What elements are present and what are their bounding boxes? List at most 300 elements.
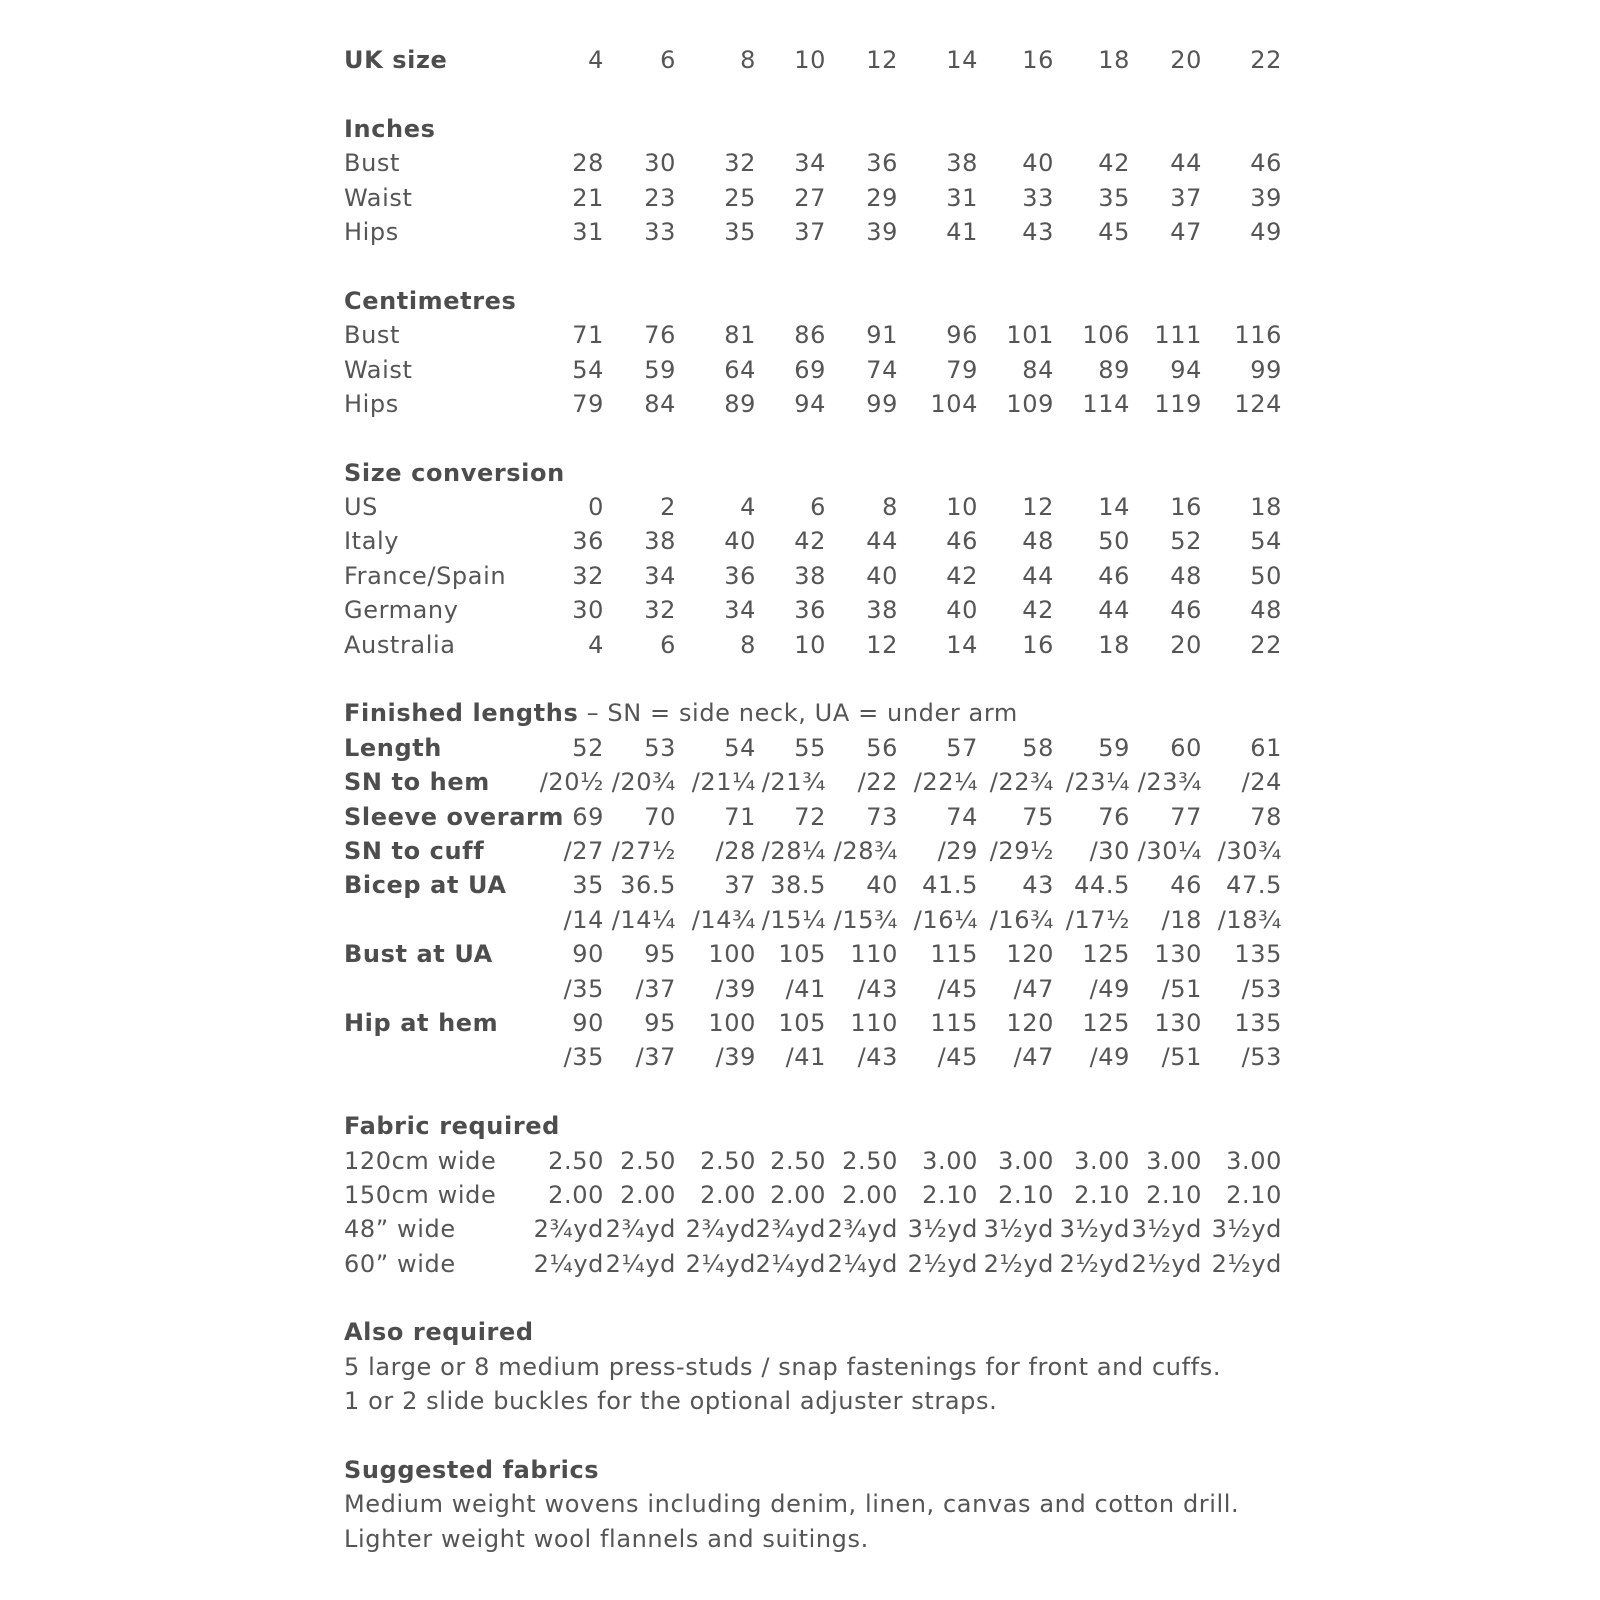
cell: 38 [946, 149, 978, 178]
row-label: Hips [344, 389, 399, 418]
section-heading-fabric-required [344, 1109, 1284, 1143]
table-row [344, 731, 1284, 765]
row-label: 60” wide [344, 1249, 456, 1278]
cell: 6 [660, 630, 676, 659]
cell: 44 [1098, 596, 1130, 625]
cell: 30 [572, 596, 604, 625]
cell: 39 [1250, 183, 1282, 212]
cell: 84 [644, 389, 676, 418]
cell: 46 [946, 527, 978, 556]
cell: /28¼ [761, 836, 826, 865]
cell: 120 [1006, 940, 1054, 969]
table-row [344, 834, 1284, 868]
cell: 115 [930, 1008, 978, 1037]
cell: /29 [937, 836, 978, 865]
cell: 109 [1006, 389, 1054, 418]
cell: 54 [724, 733, 756, 762]
cell: 22 [1250, 630, 1282, 659]
cell: /47 [1013, 1043, 1054, 1072]
cell: 114 [1082, 389, 1130, 418]
cell: 35 [572, 871, 604, 900]
cell: /47 [1013, 974, 1054, 1003]
cell: /14¾ [691, 905, 756, 934]
cell: 3½yd [1059, 1215, 1130, 1244]
cell: 99 [866, 389, 898, 418]
cell: 2.50 [842, 1146, 898, 1175]
also-required-line: 1 or 2 slide buckles for the optional adjuster straps. [344, 1387, 998, 1416]
cell: 33 [644, 217, 676, 246]
table-row [344, 146, 1284, 180]
cell: /30¼ [1137, 836, 1202, 865]
cell: /30 [1089, 836, 1130, 865]
cell: 36 [866, 149, 898, 178]
table-row [344, 1040, 1284, 1074]
cell: 43 [1022, 217, 1054, 246]
cell: 2.50 [620, 1146, 676, 1175]
table-row [344, 490, 1284, 524]
cell: 75 [1022, 802, 1054, 831]
uk-size-value: 4 [588, 46, 604, 74]
cell: 36 [724, 561, 756, 590]
table-row [344, 1212, 1284, 1246]
cell: 61 [1250, 733, 1282, 762]
cell: 48 [1022, 527, 1054, 556]
row-label: Length [344, 733, 442, 762]
cell: 2¾yd [755, 1215, 826, 1244]
cell: 2.10 [1146, 1180, 1202, 1209]
cell: 38 [866, 596, 898, 625]
cell: /43 [857, 1043, 898, 1072]
cell: /27 [563, 836, 604, 865]
uk-size-value: 18 [1098, 46, 1130, 74]
cell: 3½yd [983, 1215, 1054, 1244]
cell: 69 [572, 802, 604, 831]
cell: 57 [946, 733, 978, 762]
cell: 74 [946, 802, 978, 831]
row-label: 48” wide [344, 1215, 456, 1244]
cell: 124 [1234, 389, 1282, 418]
cell: 32 [724, 149, 756, 178]
uk-size-value: 20 [1170, 46, 1202, 74]
cell: 37 [1170, 183, 1202, 212]
cell: 89 [1098, 355, 1130, 384]
cell: 104 [930, 389, 978, 418]
uk-size-value: 22 [1250, 46, 1282, 74]
cell: 42 [1022, 596, 1054, 625]
cell: 86 [794, 321, 826, 350]
cell: 115 [930, 940, 978, 969]
cell: 2¾yd [685, 1215, 756, 1244]
cell: /29½ [989, 836, 1054, 865]
centimetres-heading: Centimetres [344, 286, 517, 315]
cell: 2¾yd [605, 1215, 676, 1244]
cell: /24 [1241, 768, 1282, 797]
cell: 77 [1170, 802, 1202, 831]
size-conversion-heading: Size conversion [344, 458, 565, 487]
cell: 91 [866, 321, 898, 350]
cell: 46 [1250, 149, 1282, 178]
cell: 79 [572, 389, 604, 418]
row-label: 120cm wide [344, 1146, 497, 1175]
cell: 110 [850, 1008, 898, 1037]
table-row [344, 1247, 1284, 1281]
cell: /20½ [539, 768, 604, 797]
cell: 2.00 [770, 1180, 826, 1209]
cell: 34 [794, 149, 826, 178]
cell: /21¾ [761, 768, 826, 797]
cell: 71 [724, 802, 756, 831]
cell: /49 [1089, 974, 1130, 1003]
cell: 52 [1170, 527, 1202, 556]
cell: 3½yd [907, 1215, 978, 1244]
table-row [344, 593, 1284, 627]
cell: 2½yd [983, 1249, 1054, 1278]
cell: /16¾ [989, 905, 1054, 934]
cell: 59 [1098, 733, 1130, 762]
cell: /51 [1161, 974, 1202, 1003]
cell: 21 [572, 183, 604, 212]
cell: 76 [1098, 802, 1130, 831]
cell: 35 [724, 217, 756, 246]
table-row [344, 765, 1284, 799]
cell: /14¼ [611, 905, 676, 934]
cell: /49 [1089, 1043, 1130, 1072]
cell: 2.10 [922, 1180, 978, 1209]
table-row [344, 868, 1284, 902]
cell: 29 [866, 183, 898, 212]
cell: 60 [1170, 733, 1202, 762]
cell: 2¼yd [827, 1249, 898, 1278]
cell: 42 [1098, 149, 1130, 178]
suggested-fabrics-heading: Suggested fabrics [344, 1456, 600, 1485]
cell: 90 [572, 1008, 604, 1037]
table-row [344, 937, 1284, 971]
cell: /37 [635, 974, 676, 1003]
cell: 16 [1170, 493, 1202, 522]
cell: 105 [778, 1008, 826, 1037]
cell: 2¾yd [827, 1215, 898, 1244]
cell: 42 [946, 561, 978, 590]
cell: 25 [724, 183, 756, 212]
cell: 31 [572, 217, 604, 246]
cell: 48 [1250, 596, 1282, 625]
table-row [344, 215, 1284, 249]
section-heading-centimetres [344, 284, 1284, 318]
finished-lengths-heading [344, 696, 1018, 730]
row-label: Italy [344, 527, 400, 556]
cell: 2.00 [700, 1180, 756, 1209]
cell: 135 [1234, 940, 1282, 969]
cell: 34 [644, 561, 676, 590]
cell: 41 [946, 217, 978, 246]
cell: 44 [866, 527, 898, 556]
cell: 81 [724, 321, 756, 350]
cell: /16¼ [913, 905, 978, 934]
cell: 38.5 [770, 871, 826, 900]
cell: /28¾ [833, 836, 898, 865]
cell: 4 [740, 493, 756, 522]
cell: 58 [1022, 733, 1054, 762]
table-row [344, 1006, 1284, 1040]
also-required-heading: Also required [344, 1318, 534, 1347]
cell: 38 [644, 527, 676, 556]
cell: 20 [1170, 630, 1202, 659]
cell: 96 [946, 321, 978, 350]
cell: 78 [1250, 802, 1282, 831]
cell: 2¾yd [533, 1215, 604, 1244]
row-label: Hip at hem [344, 1008, 499, 1037]
cell: 69 [794, 355, 826, 384]
section-heading-finished-lengths [344, 696, 1284, 730]
uk-size-value: 8 [740, 46, 756, 74]
cell: 73 [866, 802, 898, 831]
cell: 95 [644, 1008, 676, 1037]
cell: /39 [715, 1043, 756, 1072]
table-row [344, 972, 1284, 1006]
table-row [344, 800, 1284, 834]
cell: 6 [810, 493, 826, 522]
cell: 89 [724, 389, 756, 418]
cell: 14 [1098, 493, 1130, 522]
cell: 12 [1022, 493, 1054, 522]
cell: 95 [644, 940, 676, 969]
size-chart [344, 43, 1284, 1556]
cell: 94 [794, 389, 826, 418]
cell: 44 [1022, 561, 1054, 590]
cell: 2¼yd [755, 1249, 826, 1278]
cell: /22¼ [913, 768, 978, 797]
cell: 46 [1170, 596, 1202, 625]
cell: 2¼yd [533, 1249, 604, 1278]
cell: 76 [644, 321, 676, 350]
uk-size-value: 16 [1022, 46, 1054, 74]
cell: /41 [785, 1043, 826, 1072]
cell: 135 [1234, 1008, 1282, 1037]
cell: /23¾ [1137, 768, 1202, 797]
cell: 55 [794, 733, 826, 762]
cell: 18 [1098, 630, 1130, 659]
cell: 2.10 [1226, 1180, 1282, 1209]
cell: 2.10 [998, 1180, 1054, 1209]
cell: 31 [946, 183, 978, 212]
cell: 99 [1250, 355, 1282, 384]
cell: 2½yd [1131, 1249, 1202, 1278]
cell: 106 [1082, 321, 1130, 350]
uk-size-label: UK size [344, 46, 448, 74]
row-label: Germany [344, 596, 459, 625]
table-row [344, 903, 1284, 937]
cell: 12 [866, 630, 898, 659]
cell: /43 [857, 974, 898, 1003]
table-row [344, 628, 1284, 662]
suggested-fabrics-line: Lighter weight wool flannels and suitings. [344, 1524, 869, 1553]
uk-size-value: 6 [660, 46, 676, 74]
cell: 4 [588, 630, 604, 659]
row-label: Waist [344, 355, 413, 384]
row-label: SN to cuff [344, 836, 485, 865]
cell: 47 [1170, 217, 1202, 246]
cell: 74 [866, 355, 898, 384]
cell: /30¾ [1217, 836, 1282, 865]
cell: 54 [572, 355, 604, 384]
table-row [344, 387, 1284, 421]
row-label: Bust [344, 321, 400, 350]
cell: /39 [715, 974, 756, 1003]
finished-lengths-heading-note: – SN = side neck, UA = under arm [578, 699, 1018, 728]
cell: 40 [946, 596, 978, 625]
cell: 111 [1154, 321, 1202, 350]
cell: 3.00 [998, 1146, 1054, 1175]
cell: 90 [572, 940, 604, 969]
table-row [344, 318, 1284, 352]
cell: 40 [866, 561, 898, 590]
cell: 2.10 [1074, 1180, 1130, 1209]
row-label: Hips [344, 217, 399, 246]
cell: 41.5 [922, 871, 978, 900]
cell: /35 [563, 974, 604, 1003]
row-label: Bust at UA [344, 940, 493, 969]
table-row [344, 559, 1284, 593]
cell: 3.00 [1074, 1146, 1130, 1175]
cell: 44 [1170, 149, 1202, 178]
cell: /15¼ [761, 905, 826, 934]
cell: 42 [794, 527, 826, 556]
cell: 100 [708, 940, 756, 969]
cell: 119 [1154, 389, 1202, 418]
cell: 3.00 [922, 1146, 978, 1175]
cell: /17½ [1065, 905, 1130, 934]
cell: 32 [572, 561, 604, 590]
cell: /18 [1161, 905, 1202, 934]
cell: 23 [644, 183, 676, 212]
cell: /27½ [611, 836, 676, 865]
cell: /22¾ [989, 768, 1054, 797]
cell: 50 [1250, 561, 1282, 590]
cell: 130 [1154, 1008, 1202, 1037]
cell: 105 [778, 940, 826, 969]
cell: 2½yd [907, 1249, 978, 1278]
cell: 0 [588, 493, 604, 522]
cell: /22 [857, 768, 898, 797]
cell: 39 [866, 217, 898, 246]
cell: 70 [644, 802, 676, 831]
cell: 35 [1098, 183, 1130, 212]
cell: 79 [946, 355, 978, 384]
cell: /53 [1241, 974, 1282, 1003]
cell: 130 [1154, 940, 1202, 969]
cell: /41 [785, 974, 826, 1003]
uk-size-value: 10 [794, 46, 826, 74]
cell: 2¼yd [605, 1249, 676, 1278]
cell: 2.50 [770, 1146, 826, 1175]
cell: 34 [724, 596, 756, 625]
row-label: Bust [344, 149, 400, 178]
row-label: US [344, 493, 379, 522]
cell: /14 [563, 905, 604, 934]
cell: 2½yd [1059, 1249, 1130, 1278]
uk-size-value: 14 [946, 46, 978, 74]
table-row [344, 181, 1284, 215]
inches-heading: Inches [344, 114, 436, 143]
row-label: 150cm wide [344, 1180, 497, 1209]
cell: 84 [1022, 355, 1054, 384]
cell: 46 [1170, 871, 1202, 900]
cell: 36 [794, 596, 826, 625]
cell: 37 [724, 871, 756, 900]
row-label: Bicep at UA [344, 871, 507, 900]
section-heading-inches [344, 112, 1284, 146]
cell: 2.00 [548, 1180, 604, 1209]
cell: 52 [572, 733, 604, 762]
cell: 2.50 [700, 1146, 756, 1175]
cell: /15¾ [833, 905, 898, 934]
cell: /28 [715, 836, 756, 865]
cell: 100 [708, 1008, 756, 1037]
cell: 18 [1250, 493, 1282, 522]
cell: 32 [644, 596, 676, 625]
cell: 28 [572, 149, 604, 178]
cell: 2½yd [1211, 1249, 1282, 1278]
cell: 8 [740, 630, 756, 659]
cell: 40 [724, 527, 756, 556]
section-heading-also-required [344, 1315, 1284, 1349]
table-row [344, 353, 1284, 387]
cell: 36.5 [620, 871, 676, 900]
cell: 120 [1006, 1008, 1054, 1037]
cell: 54 [1250, 527, 1282, 556]
cell: 40 [866, 871, 898, 900]
finished-lengths-heading-bold: Finished lengths [344, 699, 579, 728]
row-label: Waist [344, 183, 413, 212]
cell: 14 [946, 630, 978, 659]
cell: 59 [644, 355, 676, 384]
cell: 3½yd [1211, 1215, 1282, 1244]
row-label: Sleeve overarm [344, 802, 565, 831]
cell: 2 [660, 493, 676, 522]
table-row [344, 1144, 1284, 1178]
cell: /37 [635, 1043, 676, 1072]
row-label: Australia [344, 630, 456, 659]
fabric-required-heading: Fabric required [344, 1112, 560, 1141]
row-label: SN to hem [344, 768, 490, 797]
cell: /45 [937, 1043, 978, 1072]
cell: /23¼ [1065, 768, 1130, 797]
cell: /35 [563, 1043, 604, 1072]
table-row [344, 1178, 1284, 1212]
cell: 3½yd [1131, 1215, 1202, 1244]
cell: 10 [946, 493, 978, 522]
cell: 30 [644, 149, 676, 178]
cell: 8 [882, 493, 898, 522]
cell: 125 [1082, 940, 1130, 969]
cell: 46 [1098, 561, 1130, 590]
cell: 125 [1082, 1008, 1130, 1037]
section-heading-size-conversion [344, 456, 1284, 490]
section-heading-suggested-fabrics [344, 1453, 1284, 1487]
cell: /18¾ [1217, 905, 1282, 934]
cell: /20¾ [611, 768, 676, 797]
also-required-line: 5 large or 8 medium press-studs / snap fastenings for front and cuffs. [344, 1352, 1222, 1381]
row-label: France/Spain [344, 561, 507, 590]
cell: 2.50 [548, 1146, 604, 1175]
cell: 33 [1022, 183, 1054, 212]
cell: 3.00 [1146, 1146, 1202, 1175]
suggested-fabrics-line: Medium weight wovens including denim, linen, canvas and cotton drill. [344, 1490, 1240, 1519]
cell: 48 [1170, 561, 1202, 590]
cell: 71 [572, 321, 604, 350]
uk-size-row [344, 43, 1284, 77]
cell: /51 [1161, 1043, 1202, 1072]
